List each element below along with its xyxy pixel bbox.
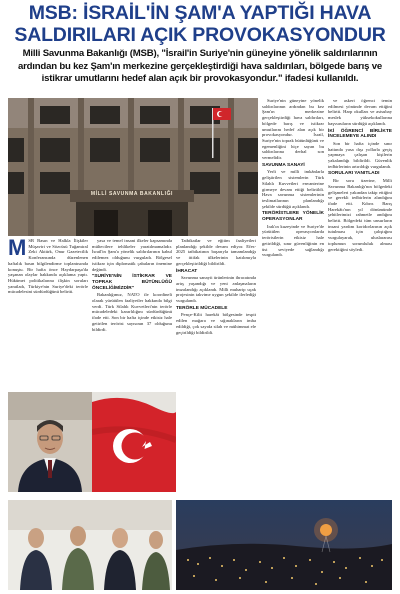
col2-paragraph-2: Bakanlığımız, NATO ile koordineli olarak yürütülen faaliyetler hakkında bilgi verdi. Türk Silahlı Kuvvetleri'nin terörle mücadeledeki kararlılığını sürdürdüğünü ifade etti. Son bir hafta içinde etkisiz hale getirilen terörist sayısının 37 olduğunu bildirdi.: [92, 292, 172, 332]
col3-paragraph-1: Tatbikatlar ve eğitim faaliyetleri planlandığı şekilde devam ediyor. Efes-2025 tatbikatının başarıyla tamamlandığı ve ittifak ülkelerinin katılımıyla gerçekleştirildiği bildirildi.: [176, 238, 256, 266]
article-column-4: [262, 98, 324, 494]
col3-subheading-2: TERÖRLE MÜCADELE: [176, 305, 228, 311]
col4-subheading-2: TERÖRİSTLERE YÖNELİK OPERASYONLAR: [262, 211, 324, 223]
col3-paragraph-3: Pençe-Kilit harekât bölgesinde tespit edilen mağara ve sığınakların imha edildiği, çok sayıda silah ve mühimmat ele geçirildiği bildirildi.: [176, 312, 256, 335]
col3-subheading-1: İHRACAT: [176, 268, 198, 274]
ministry-building-photo: [8, 98, 258, 236]
building-sign: MİLLİ SAVUNMA BAKANLIĞI: [90, 191, 174, 197]
col1-paragraph: SB Basın ve Halkla İlişkiler Müşaviri ve Sözcüsü Tuğamiral Zeki Aktürk, Onur Gazetecilik Konferansında düzenlenen haftalık basın bilgilendirme toplantısında konuştu. Bir hafta önce Haydarpaşa'da yaşanan olaylar hakkında açıklama yaptı. Hükümet politikalarına ilişkin soruları yanıtladı, Türkiye'nin Suriye'deki terörle mücadelesini sürdürdüğünü belirtti.: [8, 238, 88, 295]
col4-paragraph-3: Irak'ın kuzeyinde ve Suriye'de yürütülen operasyonlarda teröristlerin etkisiz hale getirildiği, sınır güvenliğinin en üst seviyede sağlandığı vurgulandı.: [262, 223, 324, 258]
col5-paragraph-3: Bir soru üzerine, Milli Savunma Bakanlığı'nın bölgedeki gelişmeleri yakından takip ettiğini ve gerekli tedbirlerin alındığını ifade etti. Kıbrıs Barış Harekâtı'nın yıl dönümünde şehitlerimizi rahmetle andığını belirtti. Bölgedeki tüm unsurların insani yardım koridorlarının açık tutulması için çalıştığını vurgulayarak, uluslararası toplumun sorumluluk alması gerektiğini söyledi.: [328, 178, 392, 252]
col4-paragraph-2: Yerli ve milli imkânlarla geliştirilen sistemlerin Türk Silahlı Kuvvetleri envanterine girmeye devam ettiği belirtildi. Hava savunma sistemlerinin teslimatlarının planlandığı şekilde sürdüğü açıklandı.: [262, 169, 324, 209]
article-headline: MSB: İSRAİL'İN ŞAM'A YAPTIĞI HAVA SALDIRILARI AÇIK PROVOKASYONDUR: [14, 2, 386, 46]
turkish-flag-photo: [92, 392, 176, 492]
article-column-3: [176, 238, 256, 498]
col5-subheading-1: İKİ ÖĞRENCİ BİRLİKTE İNCELEMEYE ALINDI: [328, 128, 392, 140]
col2-paragraph-1: yasa ve temel insani ilkeler kapsamında mültecilere tehlikeler yaratılmamalıdır. İsrail'in Şam'a yönelik saldırılarının kabul edilemez olduğunu vurguladı. Bölgesel istikrar için diplomatik çabaların önemine değindi.: [92, 238, 172, 272]
article-column-5: [328, 98, 392, 494]
col5-subheading-2: SORULARI YANITLADI: [328, 171, 380, 177]
col3-paragraph-2: Savunma sanayii ürünlerinin ihracatında artış yaşandığı ve yeni anlaşmaların imzalandığı açıklandı. Milli muharip uçak projesinin takvime uygun şekilde ilerlediği vurgulandı.: [176, 275, 256, 304]
col4-paragraph-1: Suriye'nin güneyine yönelik saldırılarının ardından bu kez Şam'ın merkezine gerçekleştirdiği hava saldırıları, bölgede barış ve istikrar umutlarını hedef alan açık bir provokasyondur. İsrail, Suriye'nin toprak bütünlüğünü ve egemenliğini hiçe sayan bu saldırılarına derhal son vermelidir.: [262, 98, 324, 161]
group-photo: [8, 500, 172, 590]
col4-subheading-1: SAVUNMA SANAYİ: [262, 162, 305, 168]
drop-cap: M: [8, 238, 27, 260]
col5-paragraph-1: ve askeri öğrenci temin edilmesi yönünde devam ettiğini belirtti. Harp okulları ve astsubay meslek yüksekokullarına başvuruların sürdüğü açıklandı.: [328, 98, 392, 126]
city-night-photo: [176, 500, 392, 590]
article-deck: Milli Savunma Bakanlığı (MSB), "İsrail'in Suriye'nin güneyine yönelik saldırılarının ardından bu kez Şam'ın merkezine gerçekleştirdiği hava saldırıları, bölgede barış ve istikrar umutlarını hedef alan açık bir provokasyondur." ifadesi kullanıldı.: [17, 48, 383, 84]
col5-paragraph-2: Son bir hafta içinde sınır hattında yasa dışı yollarla geçiş yapmaya çalışan kişilerin yakalandığı bildirildi. Güvenlik tedbirlerinin artırıldığı vurgulandı.: [328, 140, 392, 169]
spokesperson-portrait-photo: [8, 392, 92, 492]
article-column-1: [8, 238, 88, 388]
col2-subheading: "SURİYE'NİN İSTİKRAR VE TOPRAK BÜTÜNLÜĞÜ ÖNCELİĞİMİZDİR": [92, 274, 172, 291]
